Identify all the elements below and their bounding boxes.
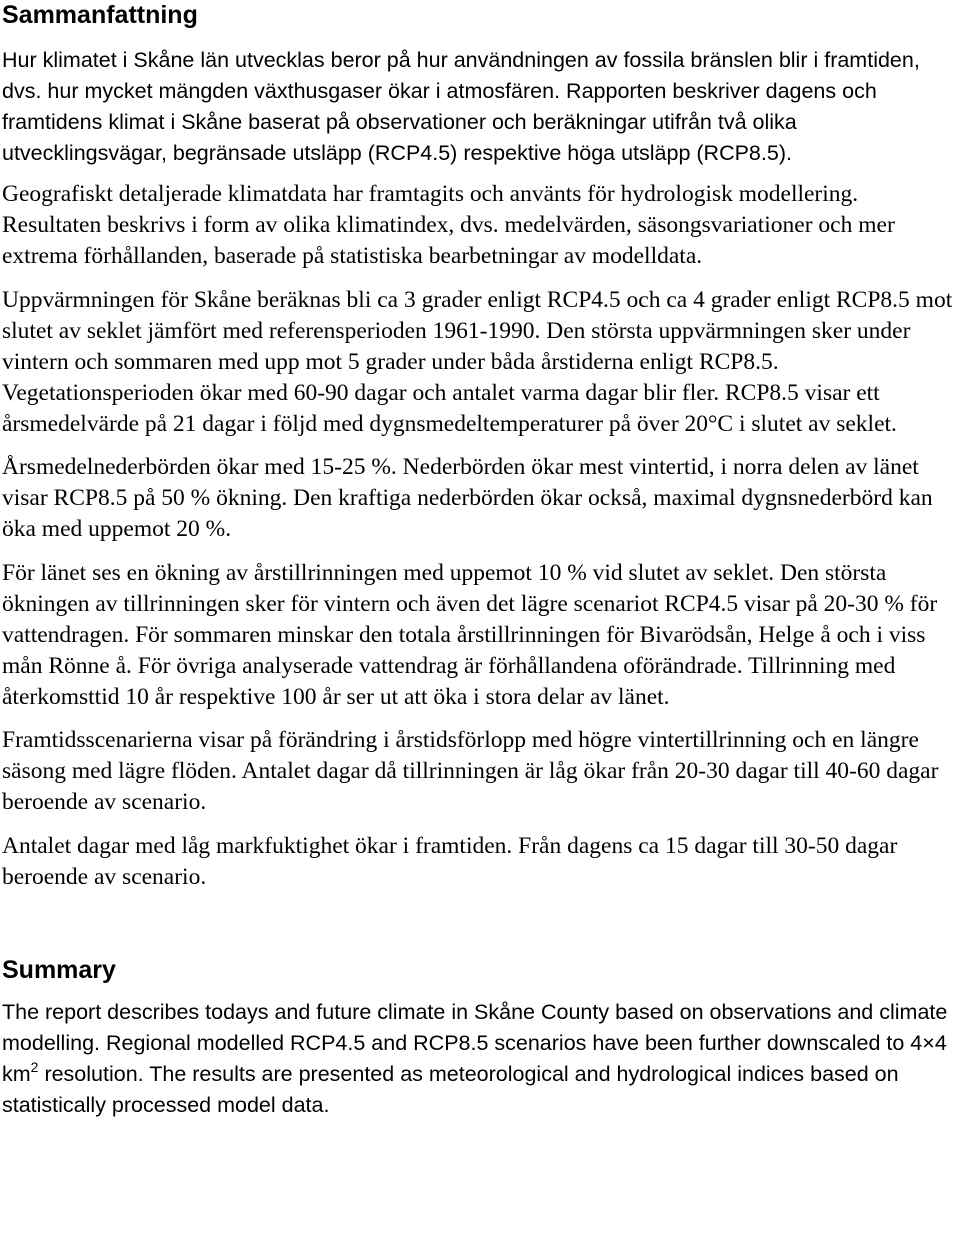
- english-paragraph-summary: [2, 997, 957, 1121]
- swedish-paragraph-climate-data: Geografiskt detaljerade klimatdata har framtagits och använts för hydrologisk modellering. Resultaten beskrivs i form av olika klimatindex, dvs. medelvärden, säsongsvariationer och mer extrema förhållanden, baserade på statistiska bearbetningar av modelldata.: [2, 181, 895, 269]
- superscript-exponent: 2: [30, 1059, 39, 1075]
- swedish-paragraph-scenarios: Framtidsscenarierna visar på förändring i årstidsförlopp med högre vintertillrinning och en längre säsong med lägre flöden. Antalet dagar då tillrinningen är låg ökar från 20-30 dagar till 40-60 dagar beroende av scenario.: [2, 727, 939, 815]
- swedish-paragraph-intro: Hur klimatet i Skåne län utvecklas beror på hur användningen av fossila bränslen blir i framtiden, dvs. hur mycket mängden växthusgaser ökar i atmosfären. Rapporten beskriver dagens och framtidens klimat i Skåne baserat på observationer och beräkningar utifrån två olika utvecklingsvägar, begränsade utsläpp (RCP4.5) respektive höga utsläpp (RCP8.5).: [2, 48, 920, 165]
- english-summary-heading: Summary: [2, 956, 116, 984]
- swedish-paragraph-soil-moisture: Antalet dagar med låg markfuktighet ökar i framtiden. Från dagens ca 15 dagar till 30-50 dagar beroende av scenario.: [2, 833, 898, 890]
- english-paragraph-text-end: resolution. The results are presented as meteorological and hydrological indices based on statistically processed model data.: [2, 1062, 899, 1117]
- swedish-paragraph-warming: Uppvärmningen för Skåne beräknas bli ca 3 grader enligt RCP4.5 och ca 4 grader enligt RCP8.5 mot slutet av seklet jämfört med referensperioden 1961-1990. Den största uppvärmningen sker under vintern och sommaren med upp mot 5 grader under båda årstiderna enligt RCP8.5. Vegetationsperioden ökar med 60-90 dagar och antalet varma dagar blir fler. RCP8.5 visar ett årsmedelvärde på 21 dagar i följd med dygnsmedeltemperaturer på över 20°C i slutet av seklet.: [2, 287, 953, 437]
- swedish-paragraph-precipitation: Årsmedelnederbörden ökar med 15-25 %. Nederbörden ökar mest vintertid, i norra delen av länet visar RCP8.5 på 50 % ökning. Den kraftiga nederbörden ökar också, maximal dygnsnederbörd kan öka med uppemot 20 %.: [2, 454, 933, 542]
- swedish-summary-heading: Sammanfattning: [2, 1, 198, 29]
- english-paragraph-text-start: The report describes todays and future climate in Skåne County based on observations and climate modelling. Regional modelled RCP4.5 and RCP8.5 scenarios have been further downscaled to 4×4 km: [2, 1000, 948, 1086]
- swedish-paragraph-runoff: För länet ses en ökning av årstillrinningen med uppemot 10 % vid slutet av seklet. Den största ökningen av tillrinningen sker för vintern och även det lägre scenariot RCP4.5 visar på 20-30 % för vattendragen. För sommaren minskar den totala årstillrinningen för Bivarödsån, Helge å och i viss mån Rönne å. För övriga analyserade vattendrag är förhållandena oförändrade. Tillrinning med återkomsttid 10 år respektive 100 år ser ut att öka i stora delar av länet.: [2, 560, 938, 710]
